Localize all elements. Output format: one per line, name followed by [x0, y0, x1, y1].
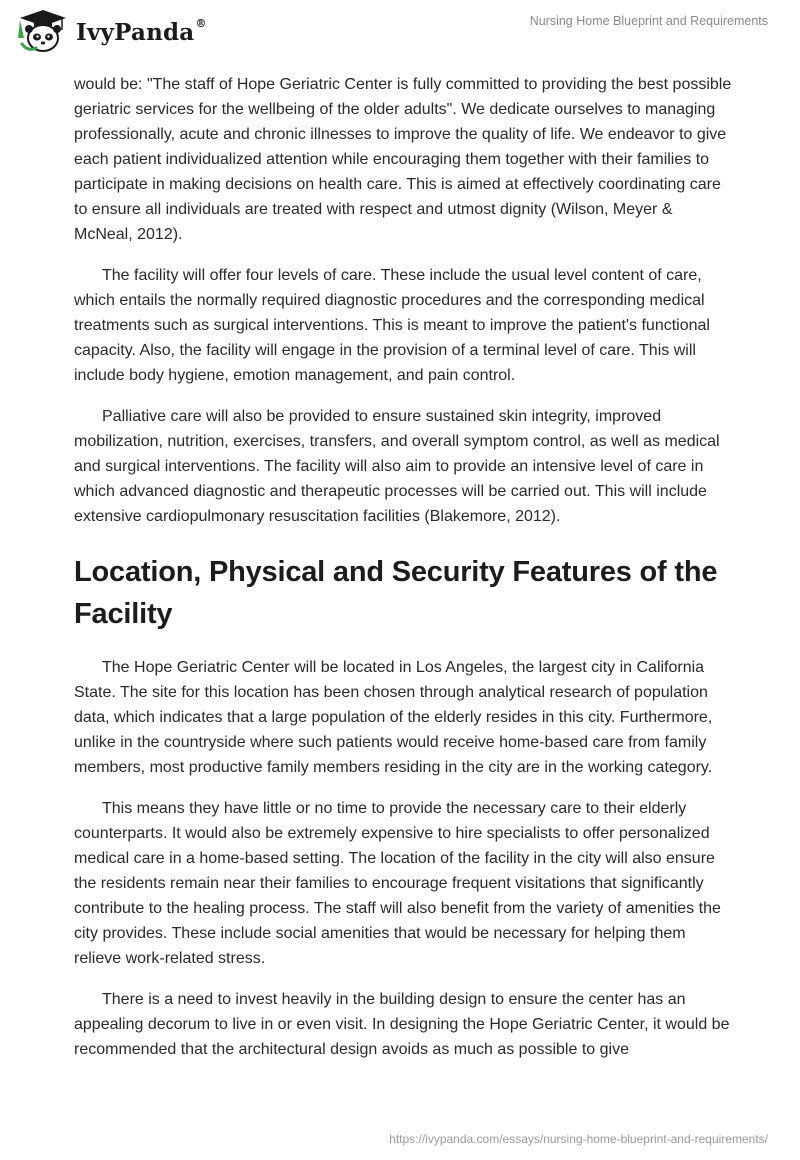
footer-url[interactable]: https://ivypanda.com/essays/nursing-home-blueprint-and-requirements/ [389, 1132, 768, 1146]
paragraph: The Hope Geriatric Center will be located in Los Angeles, the largest city in California State. The site for this location has been chosen through analytical research of population data, which indicates that a large population of the elderly resides in this city. Furthermore, unlike in the countryside where such patients would receive home-based care from family members, most productive family members residing in the city are in the working category. [74, 659, 713, 776]
page-header [0, 0, 800, 64]
paragraph: The facility will offer four levels of care. These include the usual level content of care, which entails the normally required diagnostic procedures and the corresponding medical treatments such as surgical interventions. This is meant to improve the patient's functional capacity. Also, the facility will engage in the provision of a terminal level of care. This will include body hygiene, emotion management, and pain control. [74, 267, 710, 384]
paragraph: Palliative care will also be provided to ensure sustained skin integrity, improved mobilization, nutrition, exercises, transfers, and overall symptom control, as well as medical and surgical interventions. The facility will also aim to provide an intensive level of care in which advanced diagnostic and therapeutic processes will be carried out. This will include extensive cardiopulmonary resuscitation facilities (Blakemore, 2012). [74, 408, 720, 525]
section-heading: Location, Physical and Security Features of the Facility [74, 556, 718, 630]
paragraph: would be: "The staff of Hope Geriatric Center is fully committed to providing the best possible geriatric services for the wellbeing of the older adults". We dedicate ourselves to managing professionally, acute and chronic illnesses to improve the quality of life. We endeavor to give each patient individualized attention while encouraging them together with their families to participate in making decisions on health care. This is aimed at effectively coordinating care to ensure all individuals are treated with respect and utmost dignity (Wilson, Meyer & McNeal, 2012). [74, 76, 732, 243]
article-body [74, 72, 734, 1078]
brand-name: IvyPanda® [76, 16, 207, 46]
panda-logo-icon [14, 8, 72, 56]
paragraph: There is a need to invest heavily in the building design to ensure the center has an appealing decorum to live in or even visit. In designing the Hope Geriatric Center, it would be recommended that the architectural design avoids as much as possible to give [74, 991, 730, 1058]
paragraph: This means they have little or no time to provide the necessary care to their elderly counterparts. It would also be extremely expensive to hire specialists to offer personalized medical care in a home-based setting. The location of the facility in the city will also ensure the residents remain near their families to encourage frequent visitations that significantly contribute to the healing process. The staff will also benefit from the variety of amenities the city provides. These include social amenities that would be necessary for helping them relieve work-related stress. [74, 800, 721, 967]
document-title: Nursing Home Blueprint and Requirements [529, 14, 768, 28]
logo[interactable] [14, 8, 207, 56]
